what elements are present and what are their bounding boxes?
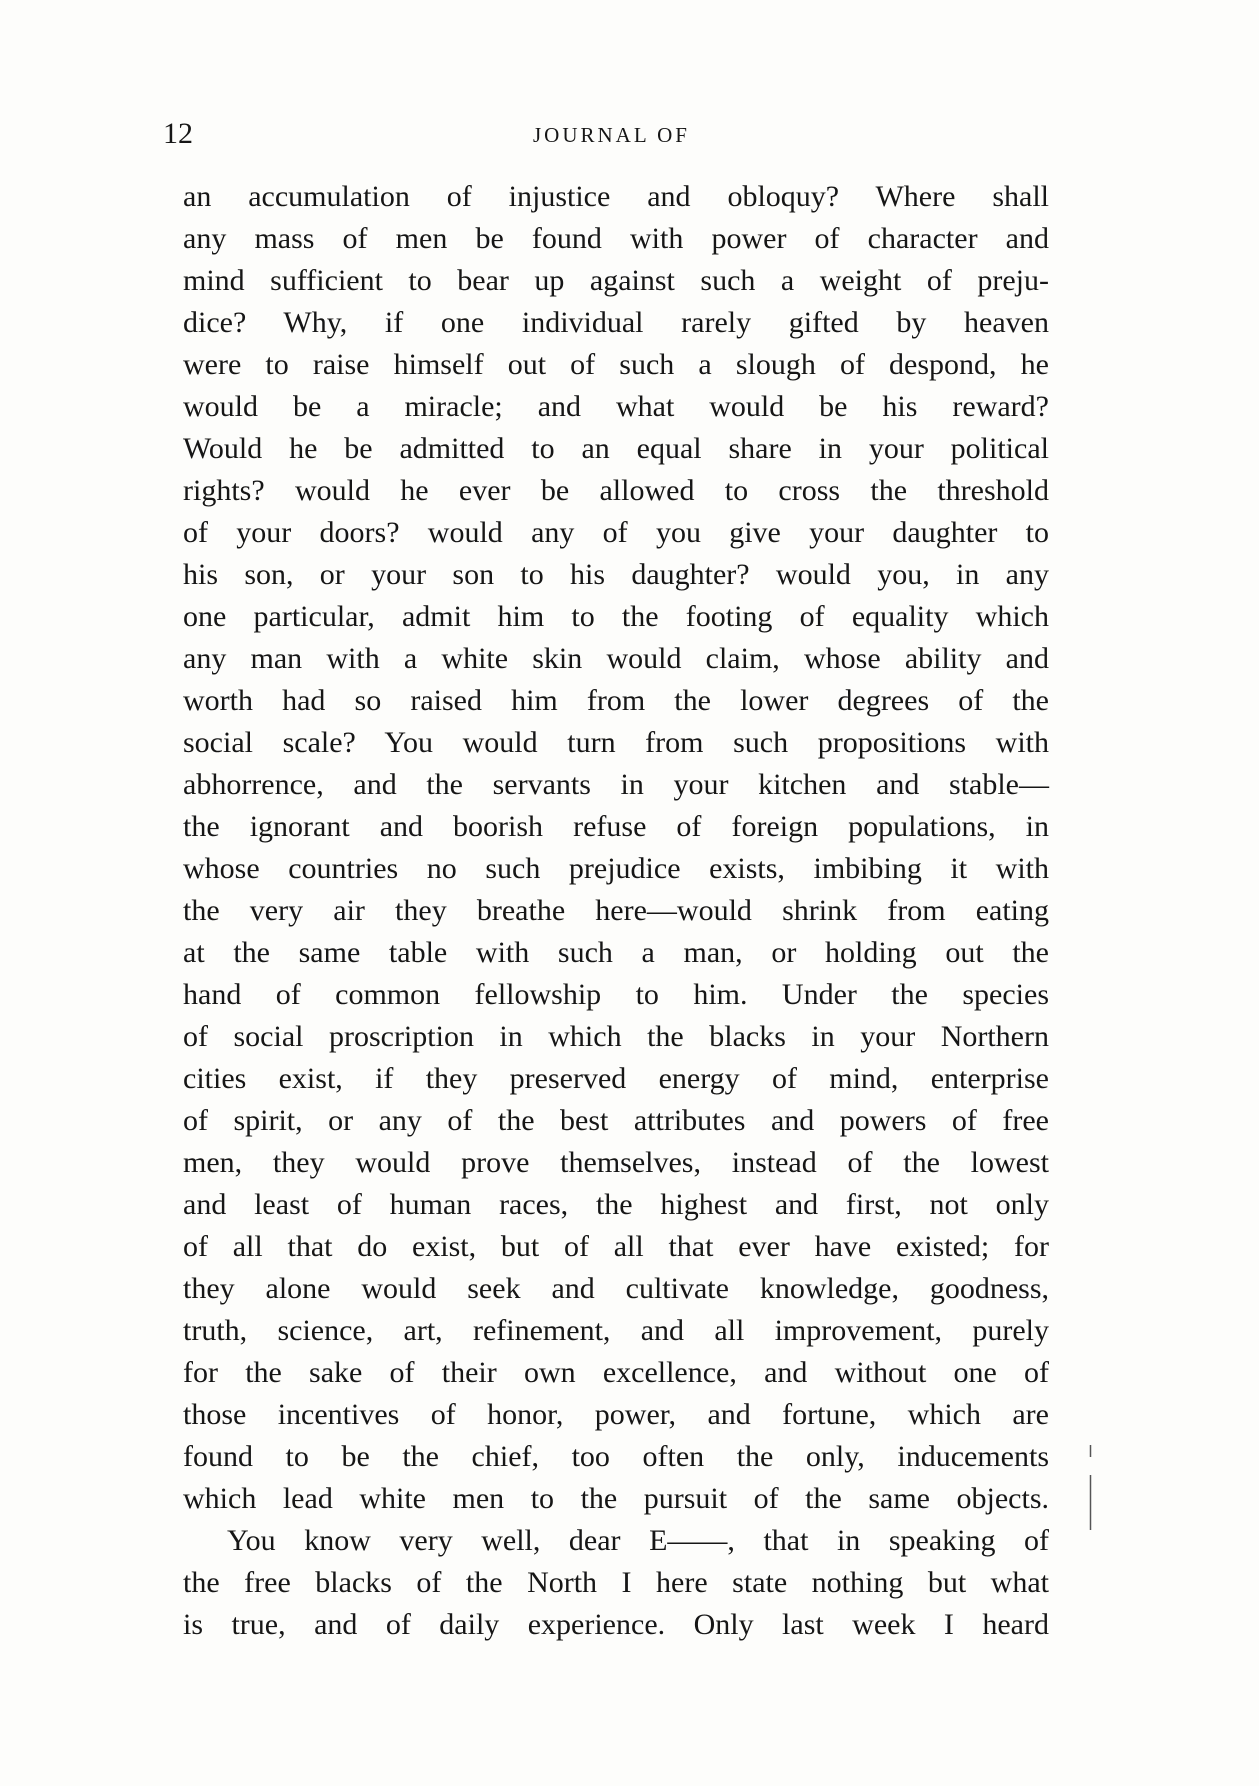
text-line: is true, and of daily experience. Only last week I heard [183, 1608, 1049, 1641]
text-line: abhorrence, and the servants in your kitchen and stable— [183, 768, 1049, 801]
text-line: his son, or your son to his daughter? would you, in any [183, 558, 1049, 591]
text-line: whose countries no such prejudice exists, imbibing it with [183, 852, 1049, 885]
text-line: would be a miracle; and what would be his reward? [183, 390, 1049, 423]
text-line: at the same table with such a man, or holding out the [183, 936, 1049, 969]
text-line: mind sufficient to bear up against such a weight of preju- [183, 264, 1049, 297]
text-line: for the sake of their own excellence, and without one of [183, 1356, 1049, 1389]
text-line: dice? Why, if one individual rarely gifted by heaven [183, 306, 1049, 339]
text-line: hand of common fellowship to him. Under the species [183, 978, 1049, 1011]
text-line: of your doors? would any of you give your daughter to [183, 516, 1049, 549]
text-line: were to raise himself out of such a slough of despond, he [183, 348, 1049, 381]
text-line: rights? would he ever be allowed to cross the threshold [183, 474, 1049, 507]
text-line: they alone would seek and cultivate knowledge, goodness, [183, 1272, 1049, 1305]
text-line: which lead white men to the pursuit of the same objects. [183, 1482, 1049, 1515]
text-line: any man with a white skin would claim, whose ability and [183, 642, 1049, 675]
text-line: those incentives of honor, power, and fortune, which are [183, 1398, 1049, 1431]
text-line: cities exist, if they preserved energy of mind, enterprise [183, 1062, 1049, 1095]
text-line: truth, science, art, refinement, and all improvement, purely [183, 1314, 1049, 1347]
paragraph-start-line: You know very well, dear E——, that in speaking of [227, 1524, 1049, 1557]
text-line: found to be the chief, too often the only, inducements [183, 1440, 1049, 1473]
text-line: men, they would prove themselves, instead of the lowest [183, 1146, 1049, 1179]
text-line: of all that do exist, but of all that ever have existed; for [183, 1230, 1049, 1263]
text-line: worth had so raised him from the lower degrees of the [183, 684, 1049, 717]
text-line: Would he be admitted to an equal share in your political [183, 432, 1049, 465]
text-line: the ignorant and boorish refuse of foreign populations, in [183, 810, 1049, 843]
page-number: 12 [163, 117, 193, 150]
text-line: the free blacks of the North I here state nothing but what [183, 1566, 1049, 1599]
text-line: any mass of men be found with power of character and [183, 222, 1049, 255]
text-line: of social proscription in which the blacks in your Northern [183, 1020, 1049, 1053]
text-line: and least of human races, the highest and first, not only [183, 1188, 1049, 1221]
running-title: JOURNAL OF [533, 123, 690, 147]
text-line: of spirit, or any of the best attributes and powers of free [183, 1104, 1049, 1137]
text-line: the very air they breathe here—would shrink from eating [183, 894, 1049, 927]
margin-pencil-mark [1089, 1445, 1092, 1530]
text-line: one particular, admit him to the footing of equality which [183, 600, 1049, 633]
running-head [163, 116, 1060, 152]
text-line: an accumulation of injustice and obloquy? Where shall [183, 180, 1049, 213]
body-text [183, 176, 1049, 1646]
text-line: social scale? You would turn from such propositions with [183, 726, 1049, 759]
